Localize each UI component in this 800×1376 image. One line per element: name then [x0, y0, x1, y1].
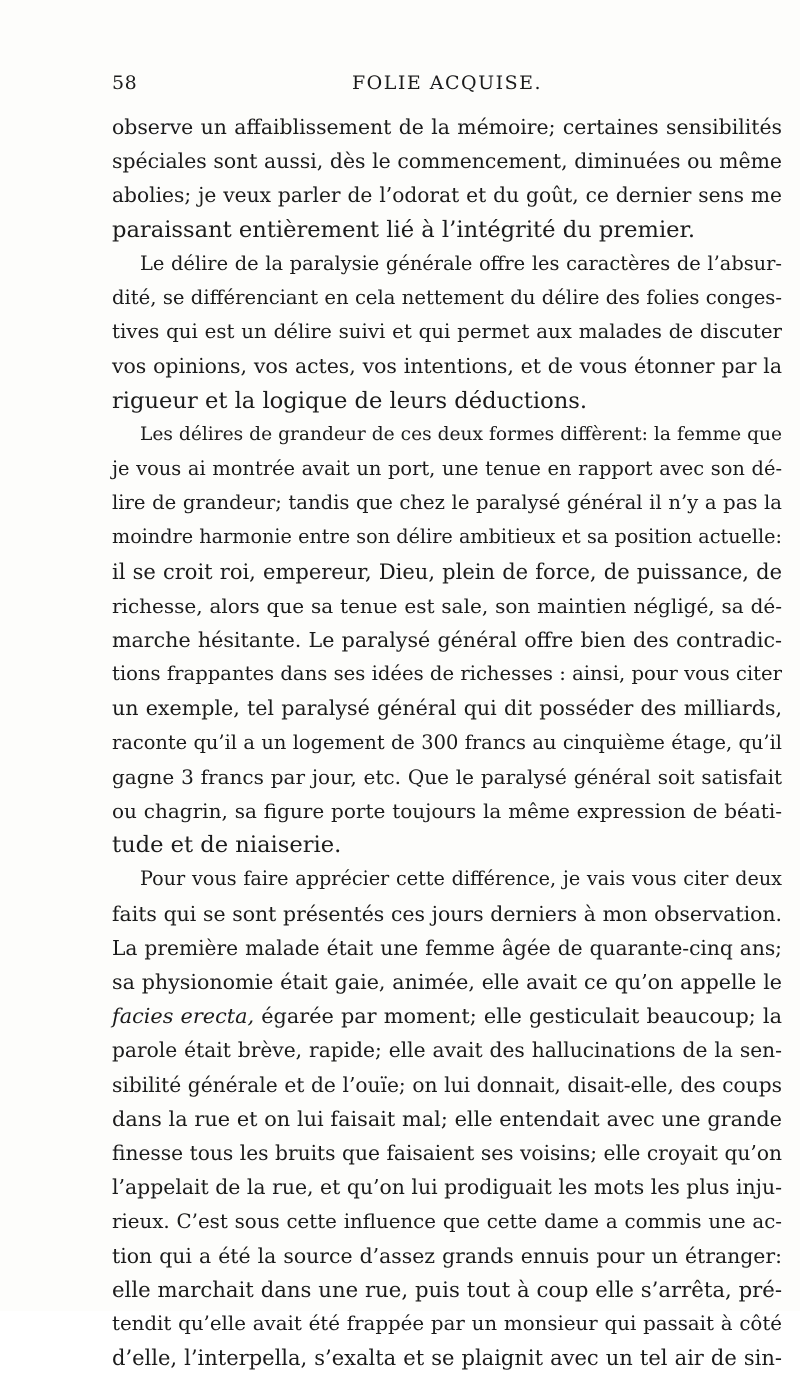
text-line: richesse, alors que sa tenue est sale, son maintien négligé, sa dé-: [112, 593, 782, 618]
text-line: [112, 999, 782, 1033]
text-line: ou chagrin, sa figure porte toujours la même expression de béati-: [112, 799, 782, 824]
text-line: l’appelait de la rue, et qu’on lui prodiguait les mots les plus inju-: [112, 1175, 782, 1200]
text-line: Pour vous faire apprécier cette différence, je vais vous citer deux: [140, 867, 782, 891]
text-line: gagne 3 francs par jour, etc. Que le paralysé général soit satisfait: [112, 764, 782, 789]
text-line: rigueur et la logique de leurs déductions.: [112, 387, 588, 414]
text-line: La première malade était une femme âgée de quarante-cinq ans;: [112, 935, 782, 960]
text-line: tendit qu’elle avait été frappée par un monsieur qui passait à côté: [112, 1312, 782, 1336]
text-line: sibilité générale et de l’ouïe; on lui donnait, disait-elle, des coups: [112, 1072, 782, 1097]
italic-phrase: facies erecta,: [112, 1004, 255, 1029]
text-fragment: égarée par moment; elle gesticulait beaucoup; la: [261, 1004, 782, 1029]
page-number: 58: [112, 72, 138, 94]
text-line: tion qui a été la source d’assez grands ennuis pour un étranger:: [112, 1243, 782, 1268]
text-line: lire de grandeur; tandis que chez le paralysé général il n’y a pas la: [112, 491, 782, 515]
text-line: raconte qu’il a un logement de 300 francs au cinquième étage, qu’il: [112, 730, 782, 754]
page-header: [112, 72, 782, 102]
text-line: dans la rue et on lui faisait mal; elle entendait avec une grande: [112, 1106, 782, 1131]
text-line: moindre harmonie entre son délire ambitieux et sa position actuelle:: [112, 525, 782, 549]
text-line: il se croit roi, empereur, Dieu, plein de force, de puissance, de: [112, 559, 782, 584]
text-line: observe un affaiblissement de la mémoire; certaines sensibilités: [112, 115, 782, 139]
text-line: tions frappantes dans ses idées de richesses : ainsi, pour vous citer: [112, 662, 782, 686]
text-line: tives qui est un délire suivi et qui permet aux malades de discuter: [112, 320, 782, 344]
text-line: paraissant entièrement lié à l’intégrité du premier.: [112, 216, 696, 243]
text-line: parole était brève, rapide; elle avait des hallucinations de la sen-: [112, 1038, 782, 1063]
text-line: faits qui se sont présentés ces jours derniers à mon observation.: [112, 901, 782, 926]
text-line: d’elle, l’interpella, s’exalta et se plaignit avec un tel air de sin-: [112, 1346, 782, 1371]
text-line: elle marchait dans une rue, puis tout à coup elle s’arrêta, pré-: [112, 1276, 782, 1302]
text-line: Les délires de grandeur de ces deux formes diffèrent: la femme que: [140, 423, 782, 445]
running-title: FOLIE ACQUISE.: [351, 72, 543, 94]
text-line: finesse tous les bruits que faisaient ses voisins; elle croyait qu’on: [112, 1141, 782, 1166]
text-line: un exemple, tel paralysé général qui dit posséder des milliards,: [112, 696, 782, 721]
text-line: tude et de niaiserie.: [112, 832, 342, 859]
text-line: dité, se différenciant en cela nettement du délire des folies conges-: [112, 286, 782, 310]
body-text: [112, 110, 782, 1376]
text-line: je vous ai montrée avait un port, une tenue en rapport avec son dé-: [112, 457, 782, 481]
text-line: rieux. C’est sous cette influence que cette dame a commis une ac-: [112, 1209, 782, 1233]
text-line: marche hésitante. Le paralysé général offre bien des contradic-: [112, 628, 782, 653]
text-line: spéciales sont aussi, dès le commencement, diminuées ou même: [112, 149, 782, 174]
text-line: Le délire de la paralysie générale offre les caractères de l’absur-: [140, 251, 782, 275]
text-line: sa physionomie était gaie, animée, elle avait ce qu’on appelle le: [112, 970, 782, 995]
text-line: abolies; je veux parler de l’odorat et du goût, ce dernier sens me: [112, 183, 782, 208]
text-line: vos opinions, vos actes, vos intentions, et de vous étonner par la: [112, 354, 782, 379]
